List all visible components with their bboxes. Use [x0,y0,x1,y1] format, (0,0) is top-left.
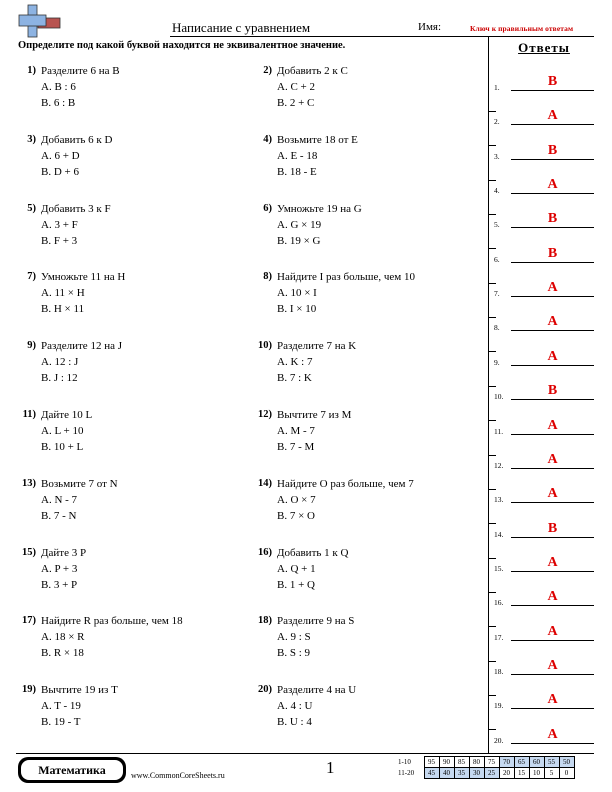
answer-line [511,605,594,606]
problem-number: 14) [258,477,272,489]
option-a: A. P + 3 [41,562,78,575]
score-row [396,757,574,768]
worksheet-title: Написание с уравнением [172,20,311,35]
answer-letter: A [547,657,558,673]
problem-number: 12) [258,409,272,420]
score-cell: 60 [529,757,544,768]
problem-10 [252,338,472,386]
answer-line [511,502,594,503]
score-cell: 85 [454,757,469,768]
option-a: A. 11 × H [41,287,85,300]
footer-divider [16,753,594,754]
problem-text: Найдите R раз больше, чем 18 [41,615,183,628]
option-a: A. G × 19 [277,218,322,231]
answer-row-5 [494,205,594,231]
answer-row-15 [494,549,594,575]
problem-9 [16,338,236,386]
problem-text: Вычтите 7 из M [277,409,352,421]
option-b: B. 19 × G [277,234,321,247]
answer-row-9 [494,343,594,369]
option-a: A. 4 : U [277,700,313,713]
answer-line [511,434,594,435]
problem-2 [252,63,472,111]
problem-text: Разделите 12 на J [41,340,122,353]
answer-row-1 [494,68,594,94]
answer-letter: A [547,177,558,193]
answer-line [511,674,594,675]
answer-row-2 [494,102,594,128]
problem-text: Разделите 7 на K [277,340,357,353]
answers-title: Ответы [518,40,570,55]
answer-number: 20. [494,735,504,745]
answer-letter: A [547,348,558,364]
option-b: B. I × 10 [277,303,317,316]
option-b: B. H × 11 [41,303,85,316]
answer-line [511,640,594,641]
problem-text: Умножьте 19 на G [277,202,362,215]
option-b: B. 10 + L [41,441,84,453]
score-cell: 95 [424,757,439,768]
problem-6 [252,201,472,249]
option-a: A. N - 7 [41,493,78,506]
score-table [396,756,575,779]
answer-number: 11. [494,426,504,436]
answer-number: 8. [494,323,500,333]
score-cell: 50 [559,757,574,768]
problem-20 [252,682,472,730]
problem-text: Добавить 3 к F [41,202,111,215]
problem-18 [252,613,472,661]
answer-line [511,537,594,538]
problem-text: Возьмите 18 от E [277,133,358,146]
option-b: B. 2 + C [277,97,315,109]
answer-row-11 [494,412,594,438]
problem-number: 19) [22,684,36,696]
problem-number: 8) [263,271,272,283]
option-a: A. B : 6 [41,81,76,93]
answer-letter: A [547,623,558,639]
answer-line [511,159,594,160]
header-divider [170,36,594,37]
answer-number: 2. [494,117,500,127]
answer-number: 16. [494,598,504,608]
answer-number: 13. [494,495,504,505]
answer-line [511,708,594,709]
answer-row-3 [494,137,594,163]
problem-number: 13) [22,477,36,489]
answer-number: 14. [494,529,504,539]
answer-number: 17. [494,632,504,642]
option-a: A. K : 7 [277,356,313,369]
answer-row-20 [494,721,594,747]
plus-minus-logo-icon [18,4,62,40]
score-cell: 35 [454,768,469,779]
answer-letter: A [547,589,558,605]
score-cell: 5 [544,768,559,779]
option-b: B. 6 : B [41,97,76,109]
answer-number: 19. [494,701,504,711]
problem-11 [16,407,236,455]
score-cell: 70 [499,757,514,768]
score-cell: 45 [424,768,439,779]
option-b: B. D + 6 [41,165,79,178]
option-b: B. S : 9 [277,647,311,660]
score-cell: 65 [514,757,529,768]
problem-text: Вычтите 19 из T [41,684,118,697]
option-b: B. J : 12 [41,372,78,385]
problem-1 [16,63,236,111]
option-b: B. F + 3 [41,234,78,247]
option-b: B. 18 - E [277,165,317,178]
option-b: B. 7 : K [277,372,312,385]
problem-5 [16,201,236,249]
answer-line [511,571,594,572]
option-a: A. L + 10 [41,425,84,437]
option-a: A. 3 + F [41,218,78,231]
answer-number: 6. [494,254,500,264]
problem-text: Добавить 1 к Q [277,546,349,559]
answer-row-8 [494,308,594,334]
problem-12 [252,407,472,455]
answer-number: 3. [494,151,500,161]
problem-number: 18) [258,615,272,627]
score-cell: 10 [529,768,544,779]
answer-line [511,399,594,400]
answer-key-label: Ключ к правильным ответам [470,24,574,33]
answer-letter: A [547,692,558,708]
problem-text: Разделите 4 на U [277,684,357,697]
answer-letter: A [547,554,558,570]
problem-17 [16,613,236,661]
score-cell: 90 [439,757,454,768]
problem-number: 5) [27,202,36,214]
problem-text: Найдите O раз больше, чем 7 [277,477,414,490]
answer-line [511,227,594,228]
answer-number: 7. [494,289,500,299]
option-a: A. C + 2 [277,81,315,93]
option-a: A. O × 7 [277,493,316,506]
problem-13 [16,476,236,524]
score-cell: 80 [469,757,484,768]
brand-label: Математика [21,760,123,780]
answer-number: 9. [494,357,500,367]
answer-number: 10. [494,392,504,402]
problem-14 [252,476,472,524]
answer-letter: B [547,520,558,536]
score-cell: 75 [484,757,499,768]
answer-row-14 [494,515,594,541]
problem-text: Найдите I раз больше, чем 10 [277,271,415,284]
answer-line [511,124,594,125]
problem-3 [16,132,236,180]
option-b: B. R × 18 [41,647,84,660]
problem-text: Возьмите 7 от N [41,477,118,490]
answer-row-12 [494,446,594,472]
problem-4 [252,132,472,180]
option-b: B. U : 4 [277,716,312,729]
answer-number: 12. [494,460,504,470]
option-a: A. 18 × R [41,631,85,644]
score-cell: 0 [559,768,574,779]
problem-number: 1) [27,65,36,76]
problem-number: 15) [22,546,36,558]
score-cell: 20 [499,768,514,779]
score-range-label: 1-10 [398,758,411,766]
answer-row-17 [494,618,594,644]
answer-line [511,193,594,194]
problem-number: 10) [258,340,272,352]
answer-letter: A [547,280,558,296]
option-b: B. 3 + P [41,578,78,591]
problem-19 [16,682,236,730]
answer-row-4 [494,171,594,197]
score-cell: 30 [469,768,484,779]
site-url: www.CommonCoreSheets.ru [131,771,225,780]
score-cell: 25 [484,768,499,779]
problem-number: 16) [258,546,272,558]
option-a: A. M - 7 [277,425,315,437]
answer-row-16 [494,583,594,609]
answer-line [511,743,594,744]
answer-letter: A [547,486,558,502]
answer-letter: B [547,74,558,89]
answer-row-13 [494,480,594,506]
answer-row-19 [494,686,594,712]
answer-letter: B [547,245,558,261]
score-row [396,768,574,779]
option-b: B. 7 × O [277,509,315,522]
answer-row-10 [494,377,594,403]
answer-letter: B [547,142,558,158]
answer-letter: B [547,211,558,227]
problem-number: 3) [27,133,36,145]
score-cell: 15 [514,768,529,779]
answer-row-7 [494,274,594,300]
page-number: 1 [326,758,335,777]
answer-number: 1. [494,83,500,92]
problem-text: Добавить 6 к D [41,133,113,146]
name-label: Имя: [418,21,442,33]
answer-number: 4. [494,186,500,196]
problem-number: 2) [263,65,272,76]
brand-badge [18,757,126,783]
option-a: A. Q + 1 [277,562,316,575]
option-a: A. 9 : S [277,631,311,644]
problem-number: 20) [258,684,272,696]
problem-number: 11) [22,409,36,420]
option-b: B. 7 - N [41,509,77,522]
problem-16 [252,545,472,593]
option-b: B. 19 - T [41,716,81,729]
answer-letter: A [547,451,558,467]
score-cell: 40 [439,768,454,779]
option-a: A. 6 + D [41,149,80,162]
problem-number: 17) [22,615,36,627]
problem-number: 7) [27,271,36,283]
option-a: A. E - 18 [277,149,318,162]
answer-line [511,262,594,263]
problem-number: 9) [27,340,36,352]
instructions: Определите под какой буквой находится не эквивалентное значение. [18,40,346,51]
problem-text: Добавить 2 к C [277,65,348,77]
answer-letter: A [547,314,558,330]
answer-letter: A [547,726,558,742]
problem-text: Дайте 3 P [41,546,87,559]
problem-text: Умножьте 11 на H [41,271,126,284]
score-cell: 55 [544,757,559,768]
answer-number: 5. [494,220,500,230]
problem-text: Разделите 9 на S [277,615,355,628]
problem-text: Разделите 6 на B [41,65,120,77]
answer-letter: B [547,383,558,399]
answer-line [511,468,594,469]
answer-column-divider [488,36,489,754]
answer-letter: A [547,417,558,433]
answer-letter: A [547,108,558,124]
option-a: A. 10 × I [277,287,317,300]
answer-number: 18. [494,666,504,676]
option-a: A. T - 19 [41,700,81,713]
option-a: A. 12 : J [41,356,79,369]
score-range-label: 11-20 [398,769,415,777]
answer-line [511,365,594,366]
option-b: B. 7 - M [277,441,315,453]
option-b: B. 1 + Q [277,578,315,591]
answer-row-18 [494,652,594,678]
problem-number: 4) [263,133,272,145]
problem-15 [16,545,236,593]
problem-8 [252,269,472,317]
problem-text: Дайте 10 L [41,409,93,421]
problem-number: 6) [263,202,272,214]
answer-row-6 [494,240,594,266]
answer-line [511,330,594,331]
answer-line [511,90,594,91]
answer-line [511,296,594,297]
problem-7 [16,269,236,317]
answer-number: 15. [494,563,504,573]
